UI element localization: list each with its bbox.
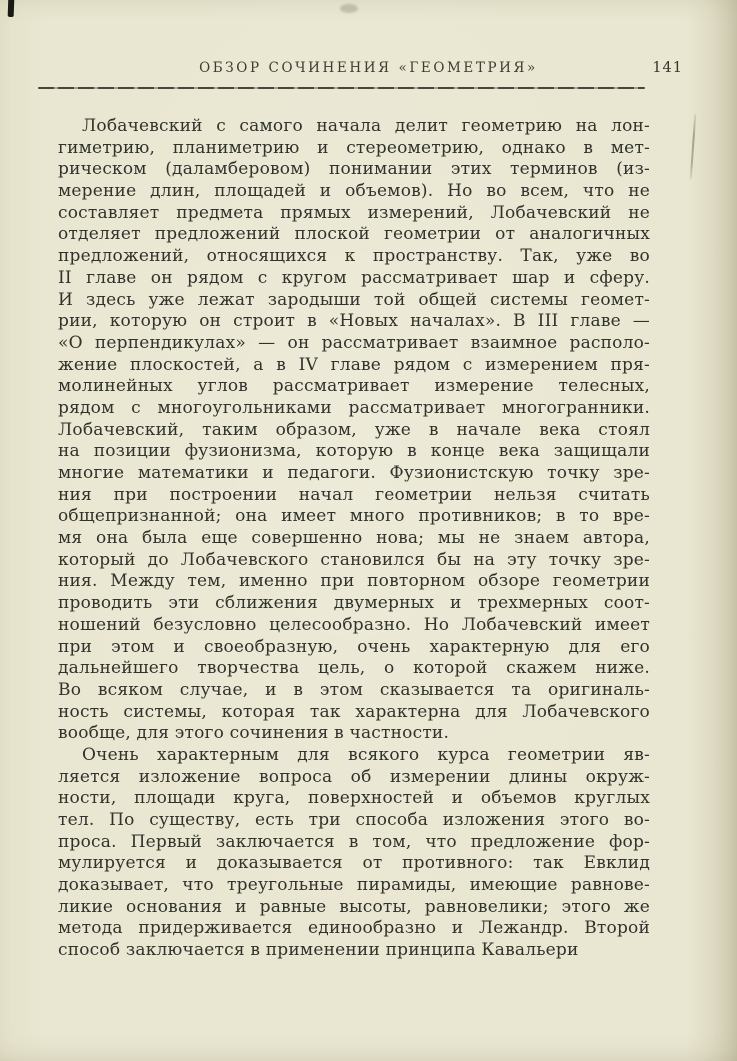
text-line: молинейных углов рассматривает измерение телесных,: [58, 376, 650, 397]
text-line: вообще, для этого сочинения в частности.: [58, 723, 450, 744]
text-line: многие математики и педагоги. Фузионистскую точку зре-: [58, 463, 650, 483]
text-line: мерение длин, площадей и объемов). Но во всем, что не: [58, 181, 650, 202]
text-line: ношений безусловно целесообразно. Но Лобачевский имеет: [58, 614, 650, 635]
text-line: ляется изложение вопроса об измерении длины окруж-: [58, 766, 650, 787]
text-line: на позиции фузионизма, которую в конце века защищали: [58, 441, 650, 462]
text-line: рядом с многоугольниками рассматривает многогранники.: [58, 397, 650, 418]
running-header-title: ОБЗОР СОЧИНЕНИЯ «ГЕОМЕТРИЯ»: [199, 60, 538, 76]
text-line: «О перпендикулах» — он рассматривает взаимное располо-: [58, 332, 650, 353]
text-line: рии, которую он строит в «Новых началах». В III главе —: [58, 311, 650, 332]
text-line: который до Лобачевского становился бы на эту точку зре-: [58, 549, 650, 570]
text-line: способ заключается в применении принципа Кавальери: [58, 940, 579, 961]
text-line: Лобачевский с самого начала делит геометрию на лон-: [82, 116, 650, 136]
text-line: доказывает, что треугольные пирамиды, имеющие равнове-: [58, 875, 650, 896]
text-line: II главе он рядом с кругом рассматривает шар и сферу.: [58, 267, 650, 288]
text-line: при этом и своеобразную, очень характерную для его: [58, 636, 650, 657]
text-line: проса. Первый заключается в том, что предложение фор-: [58, 831, 650, 852]
text-line: ния. Между тем, именно при повторном обзоре геометрии: [58, 571, 650, 592]
text-line: общепризнанной; она имеет много противников; в то вре-: [58, 506, 650, 527]
text-line: Лобачевский, таким образом, уже в начале века стоял: [58, 419, 650, 440]
page-body: [58, 116, 650, 962]
text-line: тел. По существу, есть три способа изложения этого во-: [58, 810, 650, 830]
text-line: предложений, относящихся к пространству. Так, уже во: [58, 246, 650, 267]
text-line: ности, площади круга, поверхностей и объемов круглых: [58, 788, 650, 809]
paragraph: [58, 745, 650, 962]
paragraph: [58, 116, 650, 745]
text-line: составляет предмета прямых измерений, Лобачевский не: [58, 202, 650, 223]
text-line: мя она была еще совершенно нова; мы не знаем автора,: [58, 528, 650, 549]
text-line: ния при построении начал геометрии нельзя считать: [58, 484, 650, 505]
text-line: проводить эти сближения двумерных и трехмерных соот-: [58, 593, 650, 614]
running-header: [0, 60, 737, 80]
scan-smudge: [340, 4, 358, 13]
header-rule: [38, 87, 645, 89]
text-line: отделяет предложений плоской геометрии от аналогичных: [58, 224, 650, 245]
text-line: дальнейшего творчества цель, о которой скажем ниже.: [58, 658, 650, 679]
text-line: Очень характерным для всякого курса геометрии яв-: [82, 744, 650, 765]
text-line: ность системы, которая так характерна для Лобачевского: [58, 701, 650, 722]
text-line: мулируется и доказывается от противного: так Евклид: [58, 853, 650, 874]
text-line: ликие основания и равные высоты, равновелики; этого же: [58, 896, 650, 917]
scan-corner-mark: [8, 0, 15, 17]
text-line: метода придерживается единообразно и Лежандр. Второй: [58, 918, 650, 939]
text-line: Во всяком случае, и в этом сказывается та оригиналь-: [58, 679, 650, 700]
page-number: 141: [652, 60, 683, 76]
scan-scratch: [690, 114, 697, 180]
text-line: рическом (даламберовом) понимании этих терминов (из-: [58, 159, 650, 180]
text-line: жение плоскостей, а в IV главе рядом с измерением пря-: [58, 354, 650, 375]
text-line: гиметрию, планиметрию и стереометрию, однако в мет-: [58, 137, 650, 158]
text-line: И здесь уже лежат зародыши той общей системы геомет-: [58, 289, 650, 310]
